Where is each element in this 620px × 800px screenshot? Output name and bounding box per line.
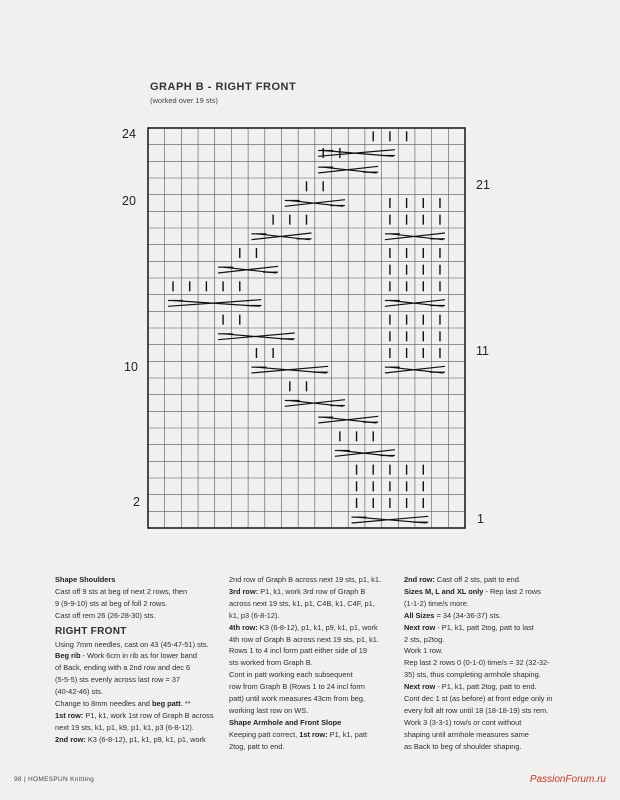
text-line: Cast off rem 26 (26-28-30) sts.	[55, 610, 156, 620]
text-line: 2nd row of Graph B across next 19 sts, p1, k1.	[229, 575, 381, 584]
text-line: All Sizes = 34 (34-36-37) sts.	[404, 610, 502, 620]
armhole-heading: Shape Armhole and Front Slope	[229, 717, 342, 727]
row-label-21: 21	[476, 178, 490, 192]
text-line: (1-1-2) time/s more.	[404, 598, 469, 608]
text-line: (40-42-46) sts.	[55, 687, 104, 697]
text-line: Beg rib - Work 6cm in rib as for lower band	[55, 651, 197, 661]
row-label-10: 10	[124, 360, 138, 374]
text-line: Work 1 row.	[404, 646, 443, 656]
text-line: across next 19 sts, k1, p1, C4B, k1, C4F, p1,	[229, 598, 375, 608]
text-line: Cont dec 1 st (as before) at front edge only in	[404, 694, 553, 704]
text-line: 1st row: P1, k1, work 1st row of Graph B across	[55, 710, 214, 720]
text-line: Sizes M, L and XL only - Rep last 2 rows	[404, 586, 541, 596]
magazine-name: HOMESPUN Knitting	[28, 776, 95, 783]
text-line: 2 sts, p2tog.	[404, 634, 445, 644]
text-line: Using 7mm needles, cast on 43 (45-47-51) sts.	[55, 639, 209, 649]
page-number: 98	[14, 776, 22, 783]
text-line: working last row on WS.	[229, 705, 309, 715]
text-line: 4th row of Graph B across next 19 sts, p1, k1.	[229, 634, 379, 644]
text-line: Rows 1 to 4 incl form patt either side of 19	[229, 646, 368, 656]
text-line: sts worked from Graph B.	[229, 658, 313, 668]
chart-symbols	[168, 131, 445, 523]
text-line: of Back, ending with a 2nd row and dec 6	[55, 663, 191, 673]
text-line: Change to 8mm needles and beg patt. **	[55, 699, 191, 709]
graph-title: GRAPH B - RIGHT FRONT	[150, 81, 297, 93]
text-line: k1, p3 (6-8-12).	[229, 610, 280, 620]
column-middle	[229, 574, 401, 753]
page-footer: 98 | HOMESPUN Knitting	[14, 776, 95, 783]
text-line: 35) sts, thus completing armhole shaping.	[404, 670, 541, 680]
text-line: 4th row: K3 (6-8-12), p1, k1, p9, k1, p1, work	[229, 622, 378, 632]
text-line: Cont in patt working each subsequent	[229, 670, 353, 680]
text-line: shaping until armhole measures same	[404, 729, 529, 739]
text-line: every foll alt row until 18 (18-18-19) sts rem.	[404, 705, 549, 715]
row-label-1: 1	[477, 512, 484, 526]
column-right	[404, 574, 580, 753]
text-line: Rep last 2 rows 0 (0-1-0) time/s = 32 (32-32-	[404, 658, 550, 668]
column-left	[55, 574, 227, 746]
text-line: 2nd row: K3 (6-8-12), p1, k1, p9, k1, p1, work	[55, 734, 206, 744]
text-line: (5-5-5) sts evenly across last row = 37	[55, 675, 181, 685]
text-line: next 19 sts, k1, p1, k9, p1, k1, p3 (6-8-12).	[55, 722, 194, 732]
text-line: patt) until work measures 43cm from beg,	[229, 694, 365, 704]
text-line: 3rd row: P1, k1, work 3rd row of Graph B	[229, 586, 366, 596]
text-line: Cast off 9 sts at beg of next 2 rows, then	[55, 586, 188, 596]
text-line: 2nd row: Cast off 2 sts, patt to end.	[404, 575, 521, 584]
text-line: row from Graph B (Rows 1 to 24 incl form	[229, 682, 365, 692]
text-line: 2tog, patt to end.	[229, 741, 285, 751]
row-label-2: 2	[133, 495, 140, 509]
row-label-20: 20	[122, 194, 136, 208]
shape-shoulders-heading: Shape Shoulders	[55, 575, 116, 584]
text-line: Work 3 (3-3-1) row/s or cont without	[404, 717, 522, 727]
graph-subtitle: (worked over 19 sts)	[150, 96, 218, 105]
text-line: 9 (9-9-10) sts at beg of foll 2 rows.	[55, 598, 168, 608]
text-line: Next row - P1, k1, patt 2tog, patt to end.	[404, 682, 537, 692]
text-line: Next row - P1, k1, patt 2tog, patt to last	[404, 622, 534, 632]
right-front-heading: RIGHT FRONT	[55, 625, 127, 637]
row-label-24: 24	[122, 127, 136, 141]
row-label-11: 11	[476, 344, 489, 358]
text-line: Keeping patt correct, 1st row: P1, k1, patt	[229, 729, 368, 739]
text-line: as Back to beg of shoulder shaping.	[404, 741, 522, 751]
watermark: PassionForum.ru	[529, 774, 606, 785]
